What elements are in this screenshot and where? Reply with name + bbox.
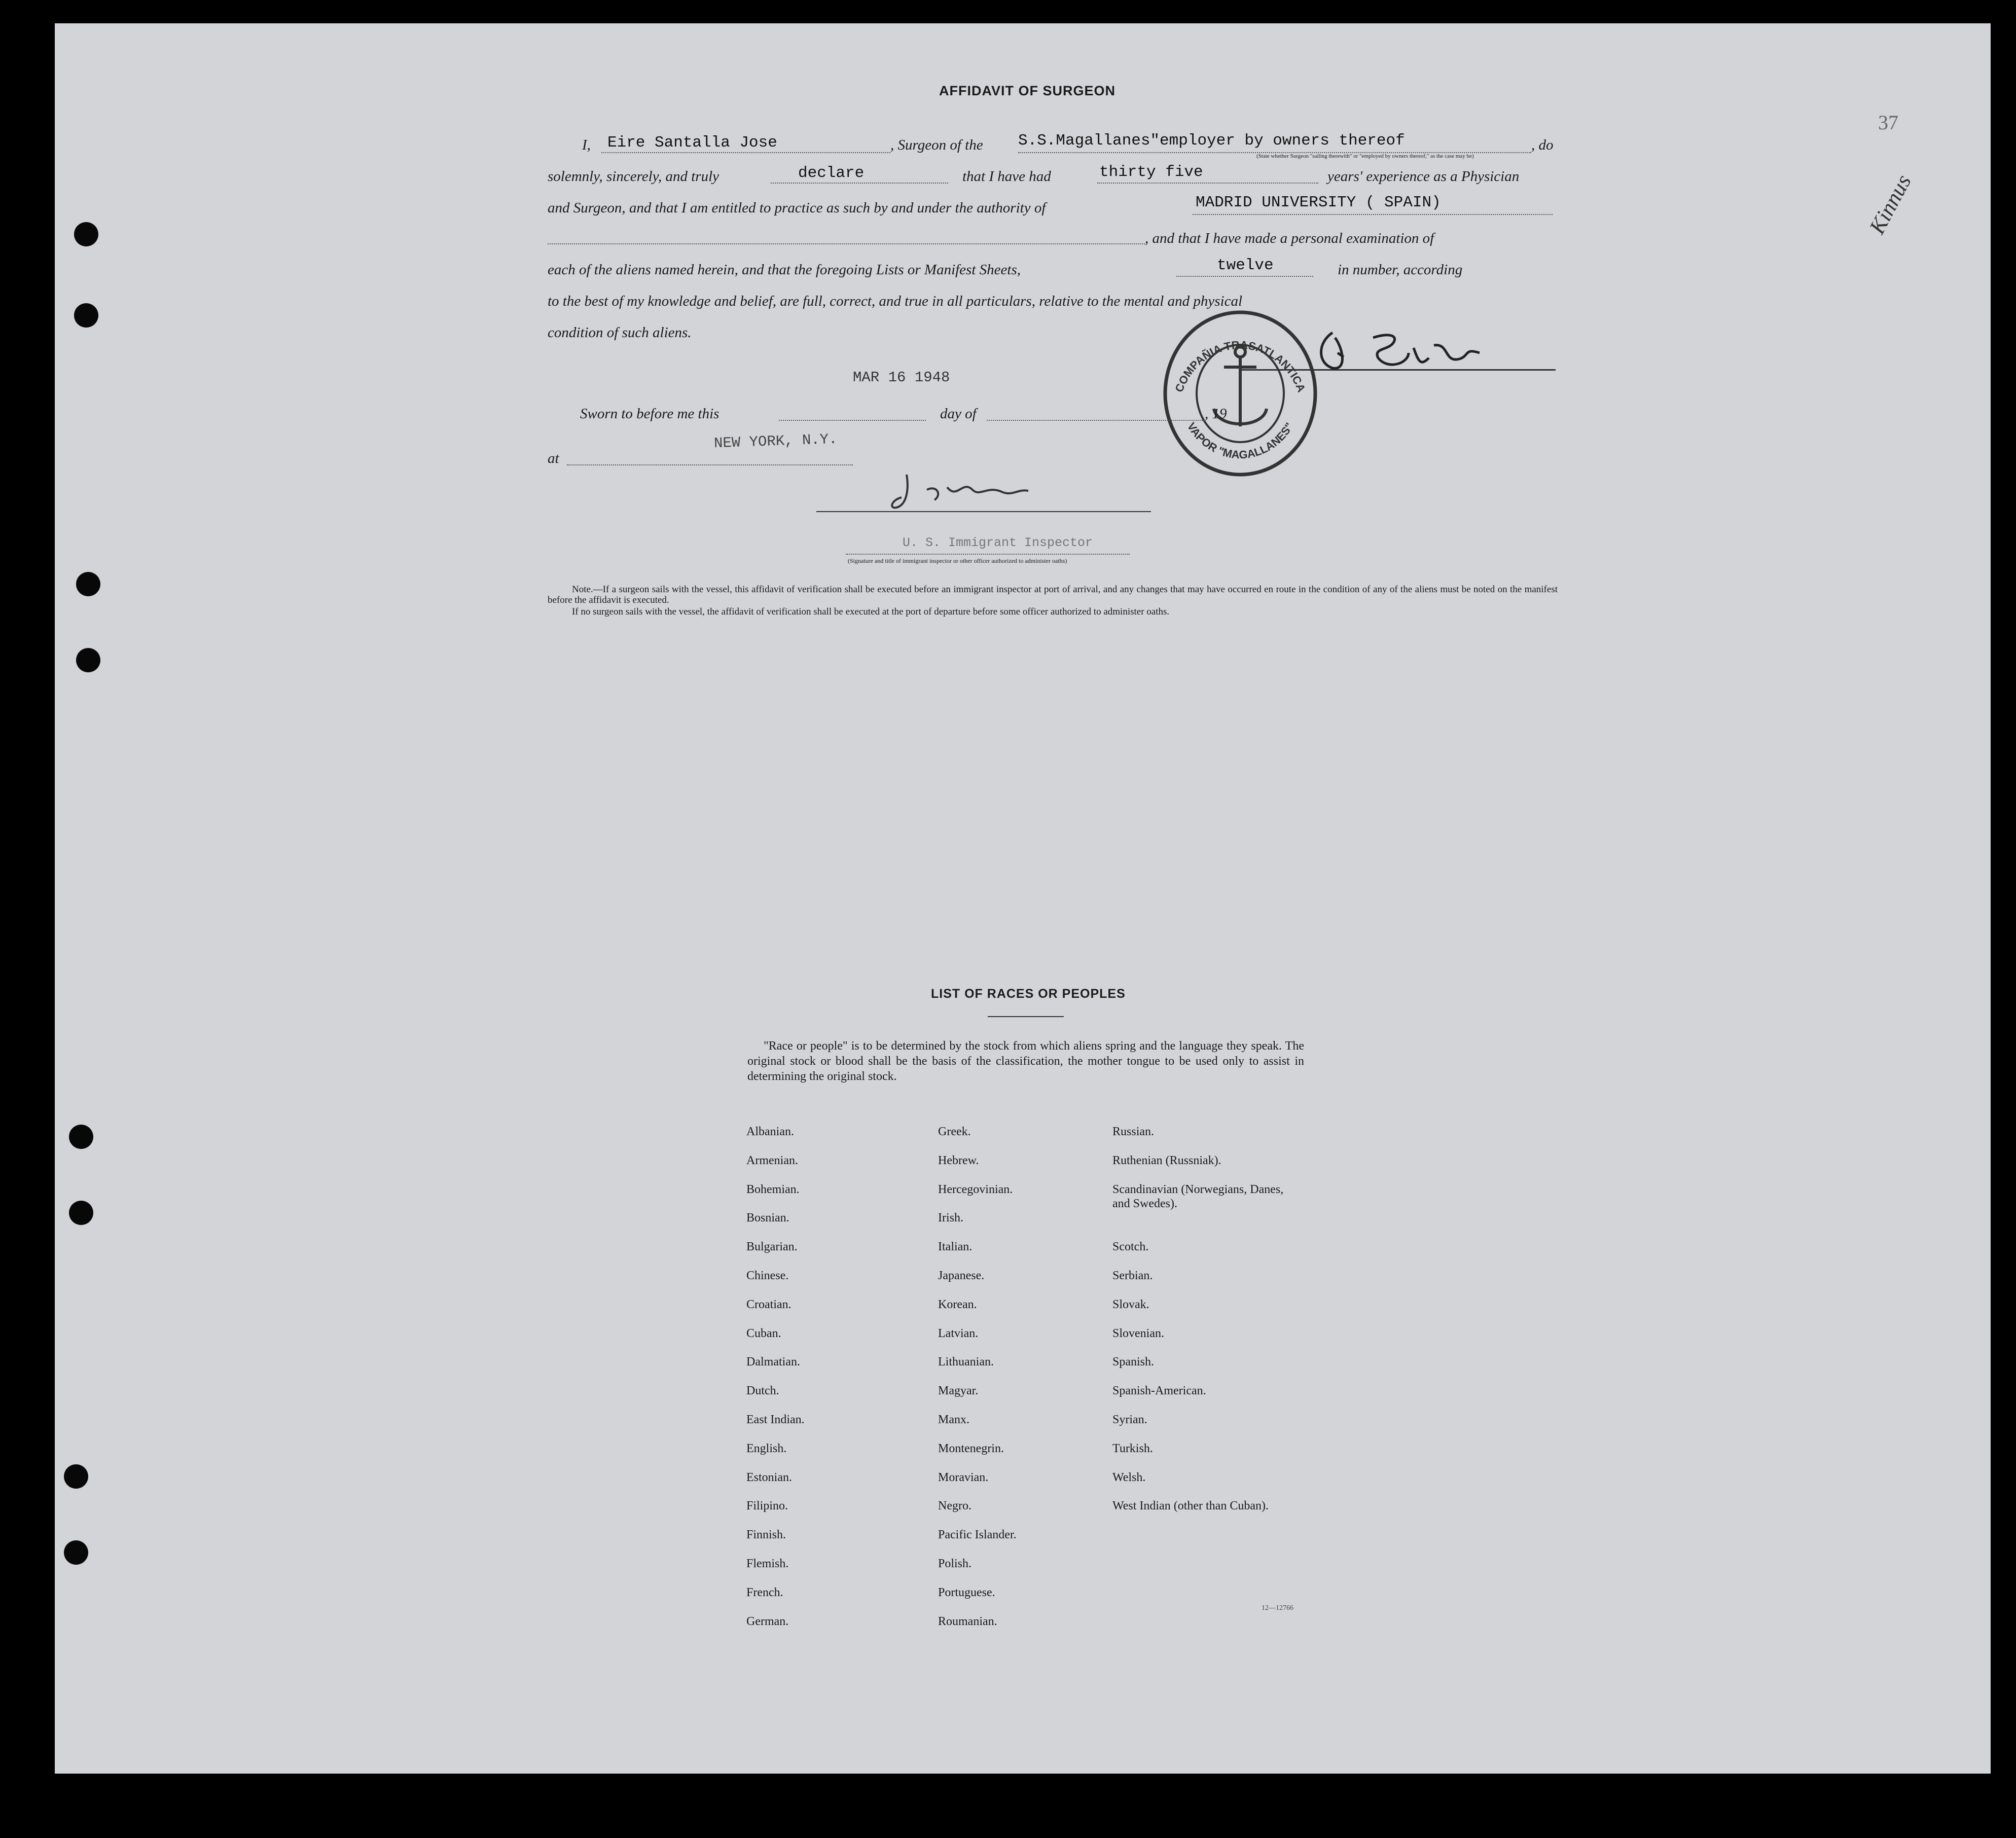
affidavit-text-i: I, [582,137,591,153]
race-item: Roumanian. [938,1614,997,1628]
punch-hole [76,572,100,596]
race-item: Bulgarian. [746,1240,798,1254]
race-item: Latvian. [938,1326,979,1340]
race-item: Pacific Islander. [938,1528,1017,1542]
surgeon-name: Eire Santalla Jose [607,134,777,152]
race-item: Korean. [938,1298,977,1311]
races-title: LIST OF RACES OR PEOPLES [931,987,1126,1001]
race-item: Moravian. [938,1470,989,1484]
inspector-signature-icon [886,470,1038,518]
race-item: Bosnian. [746,1211,789,1225]
years-value: thirty five [1099,163,1203,181]
sworn-month-line [987,403,1205,421]
race-item: Turkish. [1112,1441,1153,1455]
race-item: Cuban. [746,1326,781,1340]
race-item: Welsh. [1112,1470,1146,1484]
affidavit-text-lists: each of the aliens named herein, and that the foregoing Lists or Manifest Sheets, [548,262,1021,278]
affidavit-text-number: in number, according [1338,262,1463,278]
surgeon-signature-icon [1312,322,1495,381]
race-item: English. [746,1441,787,1455]
punch-hole [69,1125,93,1149]
race-item: Italian. [938,1240,973,1254]
sworn-day-line [779,403,926,421]
race-item: Hebrew. [938,1154,979,1167]
punch-hole [74,222,98,246]
race-item: Polish. [938,1557,972,1570]
ship-seal-stamp [1159,307,1321,482]
affidavit-text-surgeon-of: , Surgeon of the [890,137,983,153]
place-stamp: NEW YORK, N.Y. [713,430,838,452]
race-item: Hercegovinian. [938,1182,1013,1196]
race-item: Dutch. [746,1384,779,1398]
punch-hole [76,648,100,672]
margin-note: Kinnus [1864,170,1916,238]
race-item: Portuguese. [938,1585,995,1599]
race-item: Chinese. [746,1269,789,1282]
race-item: Armenian. [746,1154,798,1167]
day-of-text: day of [940,406,977,422]
race-item: Manx. [938,1413,969,1426]
races-intro: "Race or people" is to be determined by the stock from which aliens spring and the language they speak. The original stock or blood shall be the basis of the classification, the mother tongue to be used only to assist in determining the original stock. [747,1039,1304,1083]
inspector-signature-line [816,511,1151,512]
authority-line-cont [548,226,1145,244]
race-item: French. [746,1585,783,1599]
date-stamp: MAR 16 1948 [853,369,950,386]
affidavit-text-experience: years' experience as a Physician [1327,168,1520,185]
inspector-title-line [846,554,1130,555]
note-no-surgeon: If no surgeon sails with the vessel, the affidavit of verification shall be executed at the port of departure before some officer authorized to administer oaths. [572,606,1170,617]
punch-hole [74,303,98,328]
place-line [567,447,853,465]
race-item: Spanish. [1112,1355,1155,1369]
seal-top-text: COMPAÑIA TRASATLANTICA [1172,338,1308,394]
race-item: Slovak. [1112,1298,1149,1311]
punch-hole [64,1540,88,1565]
punch-hole [69,1201,93,1225]
authority-value: MADRID UNIVERSITY ( SPAIN) [1196,194,1441,211]
note-surgeon-sails: Note.—If a surgeon sails with the vessel, this affidavit of verification shall be executed before an immigrant inspector at port of arrival, and any changes that may have occurred en route in the condition of any of the aliens must be noted on the manifest before the affidavit is executed. [548,584,1558,605]
race-item: Flemish. [746,1557,789,1570]
vessel-employment: S.S.Magallanes"employer by owners thereof [1018,132,1405,150]
race-item: Syrian. [1112,1413,1147,1426]
race-item: Scotch. [1112,1240,1149,1254]
affidavit-text-solemnly: solemnly, sincerely, and truly [548,168,719,185]
affidavit-text-do: , do [1531,137,1554,153]
sheets-value: twelve [1217,257,1274,274]
year-prefix-text: , 19 [1205,406,1227,422]
race-item: Montenegrin. [938,1441,1004,1455]
race-item: Russian. [1112,1125,1155,1138]
race-item: Estonian. [746,1470,792,1484]
race-item: Japanese. [938,1269,985,1282]
state-note: (State whether Surgeon "sailing therewith" or "employed by owners thereof," as the case may be) [1256,153,1474,159]
affidavit-text-had: that I have had [962,168,1051,185]
race-item: Negro. [938,1499,971,1513]
race-item: Filipino. [746,1499,788,1513]
page-number: 37 [1878,111,1898,134]
race-item: Bohemian. [746,1182,800,1196]
race-item: Irish. [938,1211,963,1225]
race-item: Dalmatian. [746,1355,800,1369]
race-item: Finnish. [746,1528,786,1542]
races-title-rule [988,1016,1064,1017]
race-item: Croatian. [746,1298,791,1311]
affidavit-text-belief: to the best of my knowledge and belief, are full, correct, and true in all particulars, relative to the mental and physical [548,293,1243,309]
race-item: Albanian. [746,1125,794,1138]
at-text: at [548,450,559,466]
race-item: Slovenian. [1112,1326,1164,1340]
sworn-text: Sworn to before me this [580,406,719,422]
declare-value: declare [798,164,865,182]
affidavit-text-authority: and Surgeon, and that I am entitled to practice as such by and under the authority of [548,200,1046,216]
affidavit-title: AFFIDAVIT OF SURGEON [939,83,1115,98]
affidavit-text-examination: , and that I have made a personal examination of [1145,230,1434,246]
svg-text:VAPOR "MAGALLANES" [1185,420,1296,461]
race-item: Spanish-American. [1112,1384,1206,1398]
race-item: Scandinavian (Norwegians, Danes, and Swedes). [1112,1182,1284,1210]
race-item: Serbian. [1112,1269,1153,1282]
form-code: 12—12766 [1262,1604,1293,1612]
document-sheet [55,23,1991,1774]
race-item: Ruthenian (Russniak). [1112,1154,1221,1167]
punch-hole [64,1464,88,1489]
affidavit-text-condition: condition of such aliens. [548,325,692,341]
race-item: Lithuanian. [938,1355,994,1369]
inspector-title: U. S. Immigrant Inspector [903,535,1093,550]
race-item: Greek. [938,1125,971,1138]
seal-bottom-text: VAPOR "MAGALLANES" [1184,420,1296,461]
signature-caption: (Signature and title of immigrant inspector or other officer authorized to administer oaths) [848,557,1067,564]
race-item: East Indian. [746,1413,805,1426]
race-item: West Indian (other than Cuban). [1112,1499,1269,1513]
race-item: Magyar. [938,1384,979,1398]
race-item: German. [746,1614,789,1628]
